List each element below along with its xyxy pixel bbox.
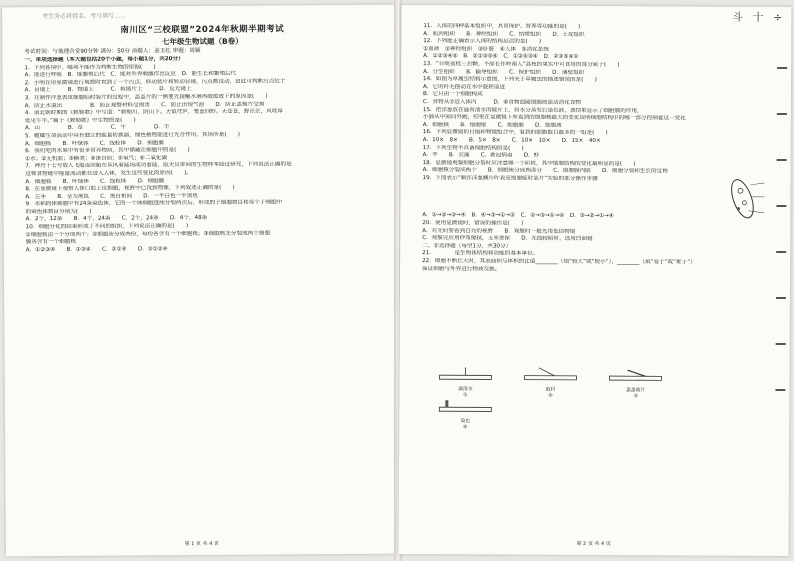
page-footer: 第 1 页 共 4 页 <box>184 540 220 548</box>
question-line: 7．神舟十七号载人飞船返回舱在东风着陆场成功着陆，航天员带回的生物样本经过研究，下列说法正确的是 <box>25 161 292 170</box>
tweezers-icon <box>521 368 581 382</box>
question-line: A．①②③④⑤ B．②①③⑤④ C．①②⑤③④ D．②③⑤④① <box>423 53 579 61</box>
question-line: A．细胞核 B．叶绿体 C．线粒体 D．细胞膜 <box>25 177 165 185</box>
question-line: 2．小明在用显微镜进行观察时看到了一个污点，移动装片和转动目镜，污点都没动，由此可判断污点位于 <box>24 78 286 87</box>
step-label: 盖盖玻片 <box>625 388 646 394</box>
experiment-step <box>600 367 672 399</box>
question-line: 低见牛羊。”属于《敕勒歌》中生物的是( ) <box>24 117 136 124</box>
question-line: A．2个，12条 B．4个，24条 C．2个，24条 D．4个，48条 <box>25 215 208 223</box>
right-page-content <box>421 23 778 536</box>
torn-corner-text: 斗 十 ÷ <box>732 10 786 24</box>
question-line: A．①→②→③→④ B．④→③→①→② C．②→③→①→④ D．③→②→①→④ <box>422 212 614 220</box>
question-line: 9．水稻的体细胞中有24条染色体，它的一个体细胞连续分裂两次后，形成的子细胞数目和每个子细胞中 <box>25 199 283 208</box>
step-number: ① <box>463 392 468 399</box>
question-line: 8．在显微镜下观察人体口腔上皮细胞，视野中已找到物像，下列叙述正确的是( ) <box>25 184 235 193</box>
experiment-steps-figure <box>429 366 759 431</box>
faded-header: 考生务必将姓名、考号填写…… <box>42 12 127 21</box>
question-line: A．细胞核 B．叶绿体 C．线粒体 D．细胞膜 <box>25 139 165 147</box>
dropper-icon <box>435 399 495 413</box>
question-line: C．观察完应用纱布擦拭，玉米要保 D．光线较暗时，选用凹面镜 <box>422 235 593 243</box>
experiment-step <box>514 367 586 399</box>
question-line: A．目镜上 B．物镜上 C．载玻片上 D．反光镜上 <box>24 86 192 94</box>
question-line: 膜各含有一个细胞核 <box>25 239 77 246</box>
question-line: A．对光时要看到白亮的视野 B．观察时一般先用低倍物镜 <box>422 227 576 235</box>
question-line: 15．把洋葱放在盛有清水的玻片上，将水分蒸发后染色液，该结果显示了细胞膜的作用， <box>422 106 643 114</box>
question-line: 10．细胞分化的结果形成了不同的组织，下列说法正确的是( ) <box>25 223 189 231</box>
question-line: 22．细胞不断长大时，其表面积与体积的比值________（填“较大”或“较小”），________（填“易于”或“难于”） <box>422 258 696 266</box>
question-line: A．细胞核分裂成两个 B．细胞质分成两部分 C．细胞膜内陷 D．细胞分裂和生长的过程 <box>422 167 668 175</box>
question-line: ①血液 ②神经组织 ③肝脏 ④人体 ⑤消化系统 <box>423 45 549 53</box>
exam-title: 南川区“三校联盟”2024年秋期半期考试 <box>120 24 285 36</box>
question-line: A．防止水溢出 B．防止观察材料受损害 C．防止出现气泡 D．防止盖玻片受损 <box>24 101 265 109</box>
step-number: ② <box>548 392 553 399</box>
question-list <box>24 62 381 254</box>
step-number: ④ <box>462 424 468 431</box>
step-label: 取材 <box>545 387 556 393</box>
right-page <box>399 5 792 556</box>
question-line: 二、非选择题（每空1分，共30分） <box>422 242 512 250</box>
exam-subtitle: 七年级生物试题（B卷） <box>161 36 243 47</box>
question-line: B．它只由一个细胞构成 <box>422 91 483 98</box>
experiment-step <box>429 366 501 398</box>
step-number: ③ <box>633 393 638 400</box>
question-line: A．肌肉组织 B．神经组织 C．结缔组织 D．上皮组织 <box>423 30 585 38</box>
question-line: A．左手 B．全为黑色 C．黑白相间 D．一半白色一半黑色 <box>25 192 198 200</box>
question-line: 4．南北朝时期的《敕勒歌》中写道：“敕勒川，阴山下。天似穹庐，笼盖四野。天苍苍，野茫茫，风吹草 <box>24 108 284 117</box>
step-label: 染色 <box>460 419 471 425</box>
question-line: 这株食物链中能量流动都在进入人体，发生这些变化的原因( )。 <box>25 169 192 178</box>
exam-info: 考试时间：与地理合堂90分钟 满分：50分 命题人：姜玉红 审题：周颖 <box>24 47 201 56</box>
coverslip-icon <box>606 368 666 382</box>
question-line: 1．下列各项中，哪项不能作为判断生物的依据( ) <box>24 63 156 71</box>
section-heading: 一、单项选择题（本大题包括20个小题，每小题1分，共20分） <box>24 56 184 64</box>
question-line: 18．显微镜观察细胞分裂时应注意哪一个阶段，其中细胞结构的变化最明显的是( ) <box>422 159 636 167</box>
question-line: A．它的纤毛摆动在水中旋转前进 <box>422 83 506 91</box>
question-line: 21． 是生物体结构和功能的基本单位。 <box>422 250 539 258</box>
question-line: A．细胞核 B．细胞壁 C．细胞膜 D．细胞质 <box>422 121 562 129</box>
question-list <box>422 23 777 275</box>
question-line: 5．螳螂生命活动中具有独立的能量转换器，绿色植物能进行光合作用，其场所是( ) <box>24 131 240 140</box>
step-label: 滴清水 <box>458 387 473 393</box>
question-line: 16．下列显微镜的目镜和物镜组合中，看到的细胞数目最多的一组是( ) <box>422 129 608 137</box>
question-line: 小猫从中间向外跑，结果在显微镜下所看到的细胞核最大的变化说明细胞结构中的哪一部分控制着这一变化 <box>422 114 686 122</box>
question-line: 14．如图为草履虫结构示意图，下列关于草履虫的描述错误的是( ) <box>423 76 597 84</box>
question-line: A．分生组织 B．输导组织 C．保护组织 D．薄壁组织 <box>423 68 585 76</box>
question-line: 的染色体数目分别为( ) <box>25 208 92 216</box>
question-line: 17．下列生物不具备细胞结构的是( ) <box>422 144 524 152</box>
experiment-step <box>429 398 501 430</box>
question-line: C．食物从⑦进入体内 D．⑥食物泡随细胞质流动消化食物 <box>422 99 582 106</box>
question-line: A．10× 8× B．5× 8× C．10× 10× D．15× 40× <box>422 137 601 144</box>
question-line: 6．我们吃的水果中有很多营养物质，其中储藏在细胞中的是( ) <box>25 147 190 155</box>
question-line: ①水；②无机盐；③糖类；④蛋白质；⑤氧气；⑥二氧化碳 <box>25 154 168 162</box>
paramecium-diagram <box>722 175 768 223</box>
question-line: 保证细胞与外界进行物质交换。 <box>422 265 501 273</box>
page-footer: 第 2 页 共 4 页 <box>576 540 611 548</box>
slide-icon <box>435 367 495 381</box>
question-line: 3．在制作洋葱表皮细胞临时装片的过程中，盖盖片的一侧要先接触水滴再缓缓放下的原因是( ) <box>24 93 268 102</box>
question-line: 12．下列能正确表示人体的结构层次的是( ) <box>423 38 542 45</box>
question-line: A．能进行呼吸 B．能繁殖后代 C．能对外界刺激作出反应 D．能生长和繁殖后代 <box>24 70 237 79</box>
question-line: 11．人体的四种基本组织中，具有保护、营养等功能的是( ) <box>423 23 581 30</box>
question-line: ①细胞核由一个分成两个；②细胞质分成两份，每份各含有一个细胞核；③细胞核先分裂成两个细胞 <box>25 230 271 238</box>
question-line: A．①②③④ B．①③④ C．②①④ D．③①②④ <box>25 246 168 254</box>
left-page <box>2 5 398 557</box>
left-page-content <box>24 23 384 536</box>
question-line: A．山 B．草 C．牛 D．羊 <box>24 124 170 132</box>
question-line: 13．“日啖荔枝三百颗，不辞长作岭南人”荔枝的果实中可食用的部分属于( ) <box>423 61 620 69</box>
margin-marks <box>775 67 787 435</box>
question-line: 19．下图表示“制作洋葱鳞片叶表皮细胞临时装片”实验的部分操作步骤 <box>422 174 598 182</box>
question-line: 20．使用显微镜时，错误的操作是( ) <box>422 220 524 227</box>
question-line: A．羊 B．衣藻 C．新冠病毒 D．虾 <box>422 152 540 159</box>
